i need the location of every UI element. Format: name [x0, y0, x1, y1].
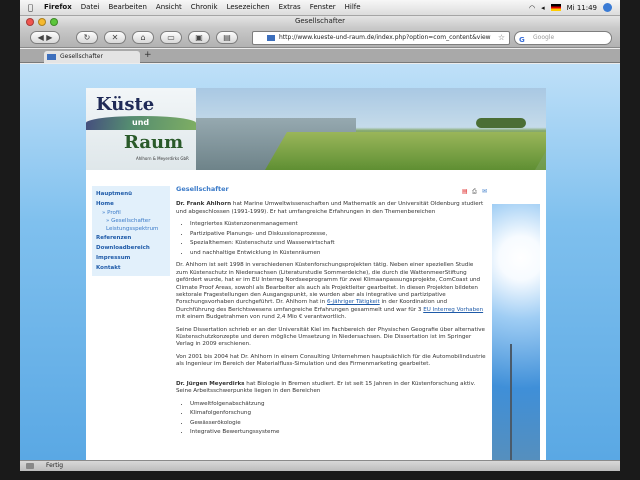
- menubar-right: [529, 3, 612, 12]
- intro-text-ahlhorn: hat Marine Umweltwissenschaften und Mathematik an der Universität Oldenburg studiert und abgeschlossen (1991-1999). Er hat umfangreiche Erfahrungen in den Themenbereichen: [176, 201, 484, 215]
- clock[interactable]: Mi 11:49: [566, 3, 597, 12]
- tab-label: Gesellschafter: [60, 53, 103, 60]
- search-placeholder: Google: [533, 34, 555, 41]
- banner-trees: [476, 118, 526, 128]
- paragraph-consulting: Von 2001 bis 2004 hat Dr. Ahlhorn in einem Consulting Unternehmen hauptsächlich für die Automobilindustrie als Ingenieur im Bereich der Materialfluss-Simulation und des Firmenmarketing gearbeitet.: [176, 353, 486, 368]
- logo-subtitle: Ahlhorn & Meyerdirks GbR: [136, 156, 189, 161]
- menu-firefox[interactable]: Firefox: [44, 3, 72, 11]
- list-item: • Umweltfolgenabschätzung: [190, 401, 486, 408]
- logo-line1: Küste: [96, 94, 155, 115]
- email-icon[interactable]: ✉: [482, 188, 488, 195]
- title-bar: [20, 16, 620, 28]
- article-title: Gesellschafter: [176, 185, 229, 193]
- status-text: Fertig: [46, 462, 64, 469]
- projects-text-2: in der Koordination und Durchführung des Berichtswesens umfangreiche Erfahrungen gesammelt und war für 3: [176, 299, 448, 313]
- menu-chronik[interactable]: Chronik: [190, 3, 218, 11]
- url-text: http://www.kueste-und-raum.de/index.php?option=com_content&view: [279, 34, 491, 41]
- menu-fenster[interactable]: Fenster: [309, 3, 336, 11]
- list-item: • Spezialthemen: Küstenschutz und Wasserwirtschaft: [190, 240, 486, 247]
- web-page: [86, 88, 546, 460]
- tab-bar: [20, 49, 620, 63]
- header-banner: [86, 88, 546, 170]
- wifi-icon[interactable]: ◠: [528, 3, 536, 12]
- german-flag-icon[interactable]: [551, 4, 561, 11]
- name-ahlhorn: Dr. Frank Ahlhorn: [176, 201, 232, 208]
- print-icon[interactable]: ⎙: [472, 188, 477, 195]
- main-menu-heading: Hauptmenü: [96, 191, 133, 197]
- list-item: • Gewässerökologie: [190, 420, 486, 427]
- window-title: Gesellschafter: [294, 17, 346, 25]
- browser-window: [20, 0, 620, 471]
- mac-menubar: [20, 0, 620, 16]
- list-item: • Integriertes Küstenzonenmanagement: [190, 221, 486, 228]
- home-button[interactable]: ⌂: [132, 31, 154, 44]
- search-field[interactable]: [514, 31, 612, 45]
- expertise-list-ahlhorn: [190, 221, 486, 257]
- tab-gesellschafter[interactable]: [44, 51, 140, 63]
- new-tab-button[interactable]: +: [144, 50, 152, 60]
- reload-button[interactable]: ↻: [76, 31, 98, 44]
- paragraph-dissertation: Seine Dissertation schrieb er an der Universität Kiel im Fachbereich der Physischen Geografie über alternative Küstenschutzkonzepte und deren mögliche Umsetzung in Niedersachsen. Die Dissertation ist im Springer Verlag in 2009 erschienen.: [176, 326, 485, 348]
- site-logo[interactable]: [86, 88, 196, 170]
- nav-item-profil[interactable]: » Profil: [102, 210, 121, 216]
- logo-line3: Raum: [124, 132, 184, 153]
- expertise-list-meyerdirks: [190, 401, 486, 437]
- menu-bearbeiten[interactable]: Bearbeiten: [108, 3, 147, 11]
- intro-text-meyerdirks: hat Biologie in Bremen studiert. Er ist seit 15 Jahren in der Küstenforschung aktiv. Seine Arbeitsschwerpunkte liegen in den Bereichen: [176, 380, 476, 395]
- list-item: • Klimafolgenforschung: [190, 410, 486, 417]
- menu-list: [44, 3, 361, 11]
- nav-item-referenzen[interactable]: Referenzen: [96, 235, 132, 241]
- projects-text-3: mit einem Budgetrahmen von rund 2,4 Mio € verantwortlich.: [176, 314, 347, 321]
- nav-item-downloadbereich[interactable]: Downloadbereich: [96, 245, 150, 251]
- menu-lesezeichen[interactable]: Lesezeichen: [226, 3, 270, 11]
- list-item: • Integrative Bewertungssysteme: [190, 429, 486, 436]
- paragraph-meyerdirks-intro: [176, 381, 486, 396]
- site-favicon-icon: [267, 35, 275, 41]
- stop-button[interactable]: ✕: [104, 31, 126, 44]
- back-forward-button[interactable]: ◀ ▶: [30, 31, 60, 44]
- nav-item-leistungsspektrum[interactable]: Leistungsspektrum: [106, 226, 159, 232]
- spotlight-icon[interactable]: [603, 3, 612, 12]
- article: [176, 186, 486, 442]
- star-bookmark-icon[interactable]: ☆: [497, 33, 505, 42]
- paragraph-ahlhorn-projects: [176, 262, 486, 321]
- menu-datei[interactable]: Datei: [80, 3, 100, 11]
- nav-item-gesellschafter[interactable]: » Gesellschafter: [106, 218, 151, 224]
- photo-pier: [510, 344, 512, 460]
- pdf-icon[interactable]: ▤: [462, 188, 468, 195]
- link-interreg[interactable]: EU Interreg Vorhaben: [423, 306, 484, 313]
- url-bar[interactable]: [252, 31, 510, 45]
- navigation-toolbar: [20, 28, 620, 48]
- list-item: • Partizipative Planungs- und Diskussionsprozesse,: [190, 231, 486, 238]
- print-button[interactable]: ▤: [216, 31, 238, 44]
- link-taetigkeit[interactable]: 6-jähriger Tätigkeit: [326, 299, 380, 306]
- projects-text-1: Dr. Ahlhorn ist seit 1998 in verschiedenen Küstenforschungsprojekten tätig. Neben einer speziellen Studie zum Küstenschutz in Niedersachsen (Literaturstudie Sommerdeiche), die durch die WattenmeerStiftung gefördert wurde, hat er im EU Interreg Nordseeprogramm für zwei Klimaanpassungsprojekte, ComCoast und Climate Proof Areas, sowohl als Bearbeiter als auch als Projektleiter gearbeitet. In diesen Projekten bildeten sektorale Fragestellungen den Ausgangspunkt, sie wurden aber als integrative und partizipative Forschungsvorhaben durchgeführt. Dr. Ahlhorn hat in: [176, 262, 481, 306]
- status-icon: [26, 463, 34, 469]
- menu-ansicht[interactable]: Ansicht: [155, 3, 182, 11]
- banner-dike: [265, 132, 546, 170]
- google-icon: G: [519, 36, 525, 44]
- menu-extras[interactable]: Extras: [278, 3, 301, 11]
- nav-item-impressum[interactable]: Impressum: [96, 255, 131, 261]
- logo-line2: und: [132, 118, 150, 127]
- screenshot-button[interactable]: ▣: [188, 31, 210, 44]
- bookmark-button[interactable]: ▭: [160, 31, 182, 44]
- menu-hilfe[interactable]: Hilfe: [344, 3, 361, 11]
- nav-item-kontakt[interactable]: Kontakt: [96, 265, 121, 271]
- tab-favicon-icon: [47, 54, 56, 60]
- list-item: • und nachhaltige Entwicklung in Küstenräumen: [190, 250, 486, 257]
- page-viewport: [20, 64, 620, 460]
- paragraph-ahlhorn-intro: [176, 201, 486, 216]
- name-meyerdirks: Dr. Jürgen Meyerdirks: [176, 380, 245, 387]
- sidebar-photo: [492, 204, 540, 460]
- nav-item-home[interactable]: Home: [96, 201, 114, 207]
- volume-icon[interactable]: ◂: [541, 3, 545, 12]
- main-menu: [92, 186, 170, 276]
- status-bar: [20, 460, 620, 471]
- apple-menu-icon[interactable]: [28, 3, 33, 12]
